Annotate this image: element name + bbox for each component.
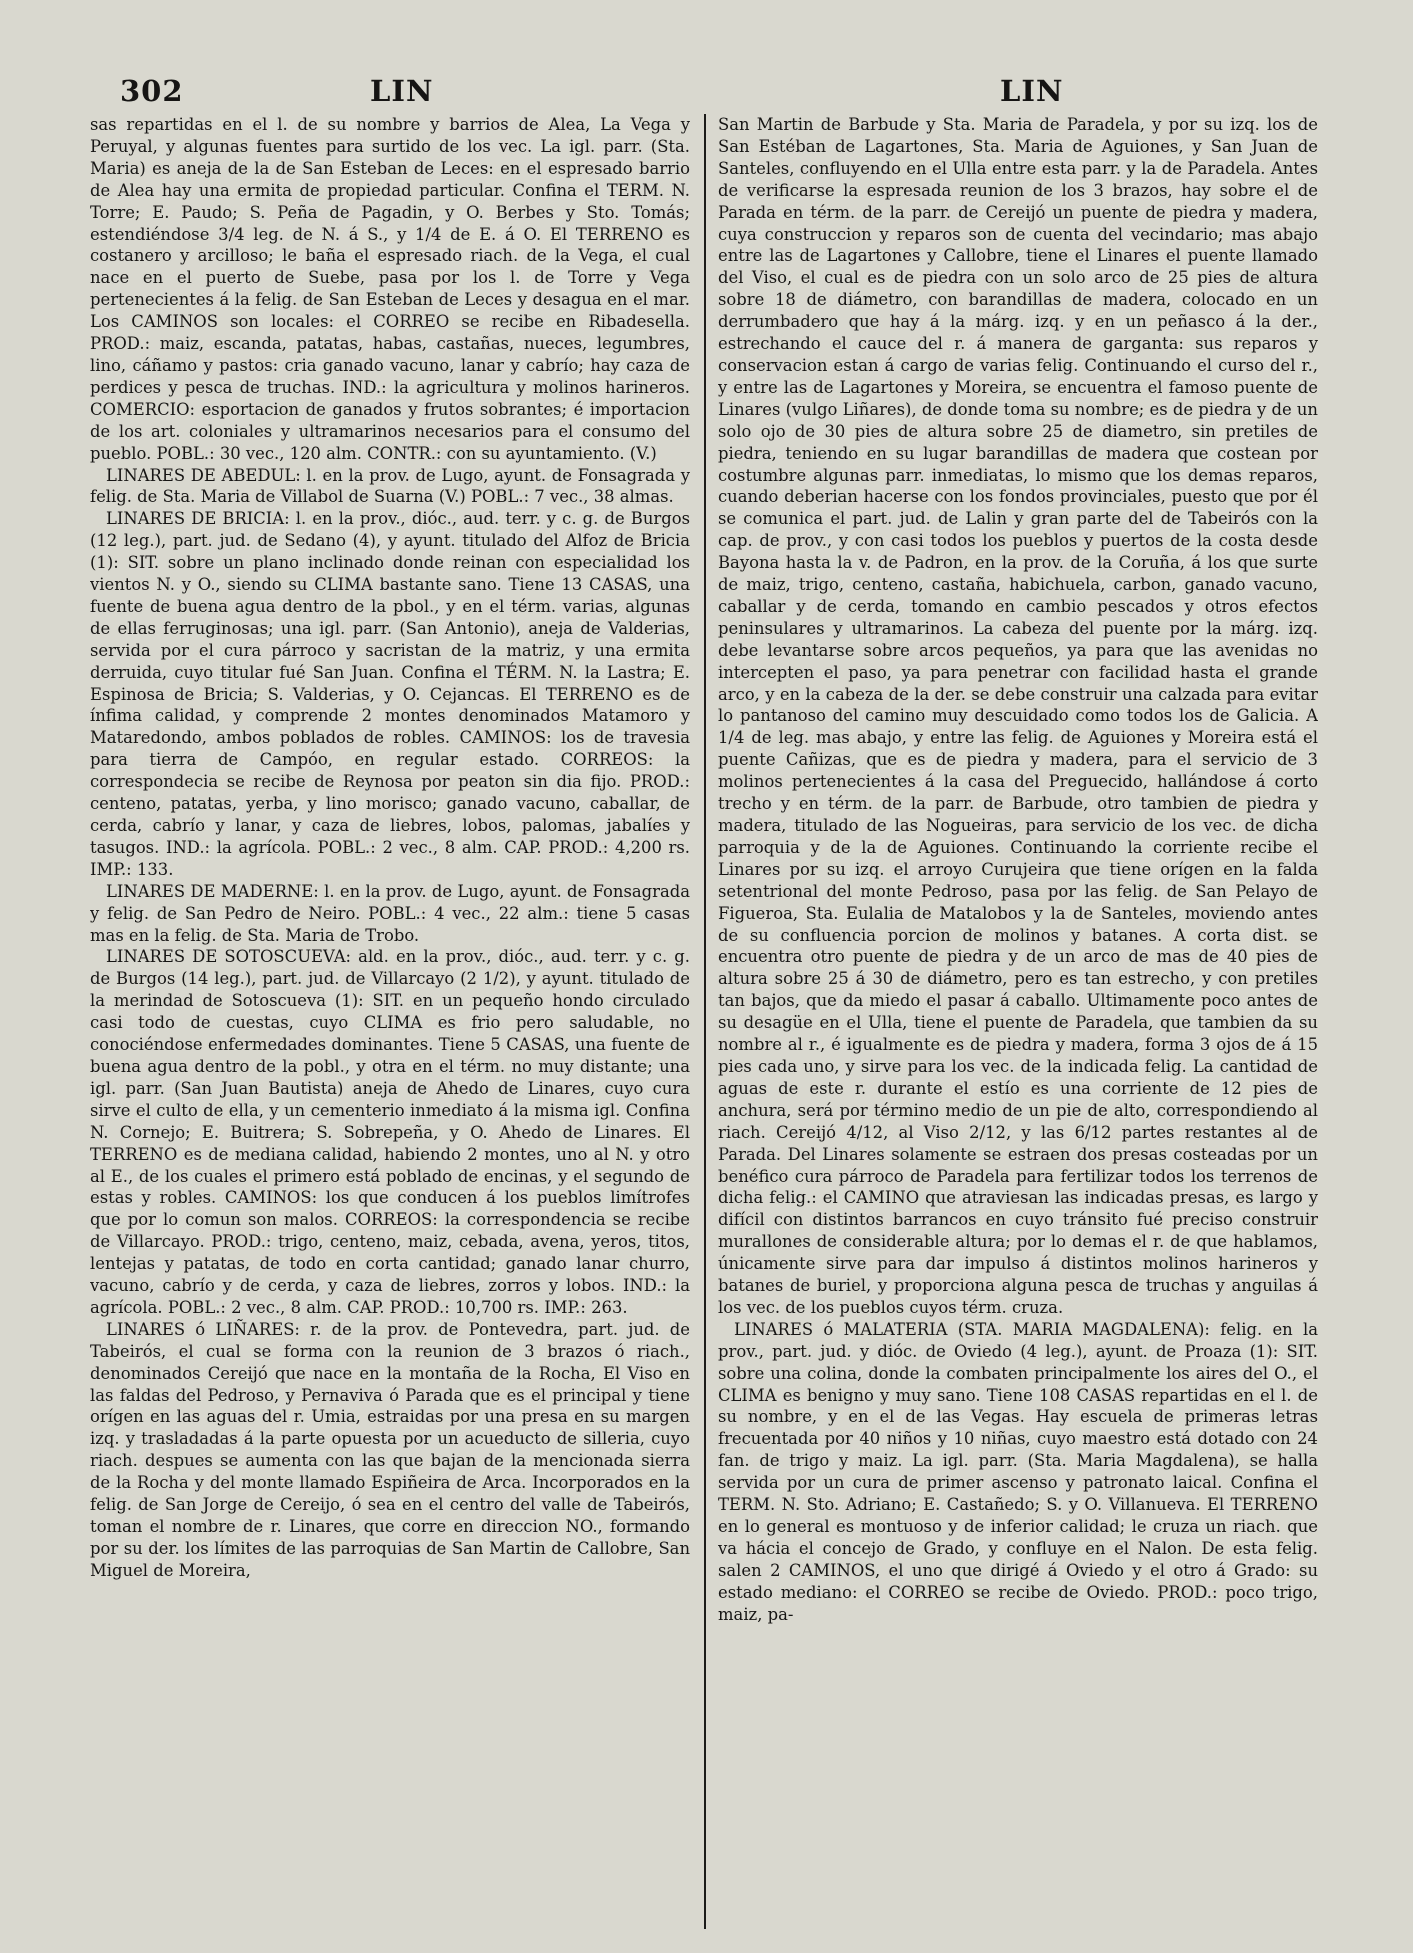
left-column bbox=[90, 114, 690, 1939]
running-head-left: LIN bbox=[370, 74, 434, 108]
entry-linares-de-bricia: LINARES DE BRICIA: l. en la prov., dióc., aud. terr. y c. g. de Burgos (12 leg.), part. jud. de Sedano (4), y ayunt. titulado del Alfoz de Bricia (1): SIT. sobre un plano inclinado donde reinan con especialidad los vientos N. y O., siendo su CLIMA bastante sano. Tiene 13 CASAS, una fuente de buena agua dentro de la pbol., y en el térm. varias, algunas de ellas ferruginosas; una igl. parr. (San Antonio), aneja de Valderias, servida por el cura párroco y sacristan de la matriz, y una ermita derruida, cuyo titular fué San Juan. Confina el TÉRM. N. la Lastra; E. Espinosa de Bricia; S. Valderias, y O. Cejancas. El TERRENO es de ínfima calidad, y comprende 2 montes denominados Matamoro y Mataredondo, ambos poblados de robles. CAMINOS: los de travesia para tierra de Campóo, en regular estado. CORREOS: la correspondecia se recibe de Reynosa por peaton sin dia fijo. PROD.: centeno, patatas, yerba, y lino morisco; ganado vacuno, caballar, de cerda, cabrío y lanar, y caza de liebres, lobos, palomas, jabalíes y tasugos. IND.: la agrícola. POBL.: 2 vec., 8 alm. CAP. PROD.: 4,200 rs. IMP.: 133. bbox=[90, 509, 690, 879]
entry-linares-de-abedul: LINARES DE ABEDUL: l. en la prov. de Lugo, ayunt. de Fonsagrada y felig. de Sta. Maria de Villabol de Suarna (V.) POBL.: 7 vec., 38 almas. bbox=[90, 465, 690, 507]
entry-linares-de-maderne: LINARES DE MADERNE: l. en la prov. de Lugo, ayunt. de Fonsagrada y felig. de San Pedro de Neiro. POBL.: 4 vec., 22 alm.: tiene 5 casas mas en la felig. de Sta. Maria de Trobo. bbox=[90, 881, 690, 945]
entry-linares-de-sotoscueva: LINARES DE SOTOSCUEVA: ald. en la prov., dióc., aud. terr. y c. g. de Burgos (14 leg.), part. jud. de Villarcayo (2 1/2), y ayunt. titulado de la merindad de Sotoscueva (1): SIT. en un pequeño hondo circulado casi todo de cuestas, cuyo CLIMA es frio pero saludable, no conociéndose enfermedades dominantes. Tiene 5 CASAS, una fuente de buena agua dentro de la pobl., y otra en el térm. no muy distante; una igl. parr. (San Juan Bautista) aneja de Ahedo de Linares, cuyo cura sirve el culto de ella, y un cementerio inmediato á la misma igl. Confina N. Cornejo; E. Buitrera; S. Sobrepeña, y O. Ahedo de Linares. El TERRENO es de mediana calidad, habiendo 2 montes, uno al N. y otro al E., de los cuales el primero está poblado de encinas, y el segundo de estas y robles. CAMINOS: los que conducen á los pueblos limítrofes que por lo comun son malos. CORREOS: la correspondencia se recibe de Villarcayo. PROD.: trigo, centeno, maiz, cebada, avena, yeros, titos, lentejas y patatas, de todo en corta cantidad; ganado lanar churro, vacuno, cabrío y de cerda, y caza de liebres, zorros y lobos. IND.: la agrícola. POBL.: 2 vec., 8 alm. CAP. PROD.: 10,700 rs. IMP.: 263. bbox=[90, 947, 690, 1317]
entry-linares-o-malateria: LINARES ó MALATERIA (STA. MARIA MAGDALENA): felig. en la prov., part. jud. y dióc. de Oviedo (4 leg.), ayunt. de Proaza (1): SIT. sobre una colina, donde la combaten principalmente los aires del O., el CLIMA es benigno y muy sano. Tiene 108 CASAS repartidas en el l. de su nombre, y en el de las Vegas. Hay escuela de primeras letras frecuentada por 40 niños y 10 niñas, cuyo maestro está dotado con 24 fan. de trigo y maiz. La igl. parr. (Sta. Maria Magdalena), se halla servida por un cura de primer ascenso y patronato laical. Confina el TERM. N. Sto. Adriano; E. Castañedo; S. y O. Villanueva. El TERRENO en lo general es montuoso y de inferior calidad; le cruza un riach. que va hácia el concejo de Grado, y confluye en el Nalon. De esta felig. salen 2 CAMINOS, el uno que dirigé á Oviedo y el otro á Grado: su estado mediano: el CORREO se recibe de Oviedo. PROD.: poco trigo, maiz, pa- bbox=[718, 1319, 1318, 1624]
right-column bbox=[718, 114, 1318, 1939]
entry-continuation: sas repartidas en el l. de su nombre y barrios de Alea, La Vega y Peruyal, y algunas fuentes para surtido de los vec. La igl. parr. (Sta. Maria) es aneja de la de San Esteban de Leces: en el espresado barrio de Alea hay una ermita de propiedad particular. Confina el TERM. N. Torre; E. Paudo; S. Peña de Pagadin, y O. Berbes y Sto. Tomás; estendiéndose 3/4 leg. de N. á S., y 1/4 de E. á O. El TERRENO es costanero y arcilloso; le baña el espresado riach. de la Vega, el cual nace en el puerto de Suebe, pasa por los l. de Torre y Vega pertenecientes á la felig. de San Esteban de Leces y desagua en el mar. Los CAMINOS son locales: el CORREO se recibe en Ribadesella. PROD.: maiz, escanda, patatas, habas, castañas, nueces, legumbres, lino, cáñamo y pastos: cria ganado vacuno, lanar y cabrío; hay caza de perdices y pesca de truchas. IND.: la agricultura y molinos harineros. COMERCIO: esportacion de ganados y frutos sobrantes; é importacion de los art. coloniales y ultramarinos necesarios para el consumo del pueblo. POBL.: 30 vec., 120 alm. CONTR.: con su ayuntamiento. (V.) bbox=[90, 115, 690, 463]
column-divider bbox=[704, 114, 706, 1929]
running-head-right: LIN bbox=[1000, 74, 1064, 108]
entry-linares-river-continuation: San Martin de Barbude y Sta. Maria de Paradela, y por su izq. los de San Estéban de Lagartones, Sta. Maria de Aguiones, y San Juan de Santeles, confluyendo en el Ulla entre esta parr. y la de Paradela. Antes de verificarse la espresada reunion de los 3 brazos, hay sobre el de Parada en térm. de la parr. de Cereijó un puente de piedra y madera, cuya construccion y reparos son de cuenta del vecindario; mas abajo entre las de Lagartones y Callobre, tiene el Linares el puente llamado del Viso, el cual es de piedra con un solo arco de 25 pies de altura sobre 18 de diámetro, con barandillas de madera, colocado en un derrumbadero que hay á la márg. izq. y en un peñasco á la der., estrechando el cauce del r. á manera de garganta: sus reparos y conservacion estan á cargo de varias felig. Continuando el curso del r., y entre las de Lagartones y Moreira, se encuentra el famoso puente de Linares (vulgo Liñares), de donde toma su nombre; es de piedra y de un solo ojo de 30 pies de altura sobre 25 de diametro, sin pretiles de piedra, teniendo en su lugar barandillas de madera que costean por costumbre algunas parr. inmediatas, lo mismo que los demas reparos, cuando deberian hacerse con los fondos provinciales, puesto que por él se comunica el part. jud. de Lalin y gran parte del de Tabeirós con la cap. de prov., y con casi todos los pueblos y puertos de la costa desde Bayona hasta la v. de Padron, en la prov. de la Coruña, á los que surte de maiz, trigo, centeno, castaña, habichuela, carbon, ganado vacuno, caballar y de cerda, tomando en cambio pescados y otros efectos peninsulares y ultramarinos. La cabeza del puente por la márg. izq. debe levantarse sobre arcos pequeños, ya para que las avenidas no intercepten el paso, ya para penetrar con facilidad hasta el grande arco, y en la cabeza de la der. se debe construir una calzada para evitar lo pantanoso del camino muy descuidado como todos los de Galicia. A 1/4 de leg. mas abajo, y entre las felig. de Aguiones y Moreira está el puente Cañizas, que es de piedra y madera, para el servicio de 3 molinos pertenecientes á la casa del Preguecido, hallándose á corto trecho y en térm. de la parr. de Barbude, otro tambien de piedra y madera, titulado de las Nogueiras, para servicio de los vec. de dicha parroquia y de la de Aguiones. Continuando la corriente recibe el Linares por su izq. el arroyo Curujeira que tiene orígen en la falda setentrional del monte Pedroso, pasa por las felig. de San Pelayo de Figueroa, Sta. Eulalia de Matalobos y la de Santeles, moviendo antes de su confluencia porcion de molinos y batanes. A corta dist. se encuentra otro puente de piedra y de un arco de mas de 40 pies de altura sobre 25 á 30 de diámetro, pero es tan estrecho, y con pretiles tan bajos, que da miedo el pasar á caballo. Ultimamente poco antes de su desagüe en el Ulla, tiene el puente de Paradela, que tambien da su nombre al r., é igualmente es de piedra y madera, forma 3 ojos de á 15 pies cada uno, y sirve para los vec. de la indicada felig. La cantidad de aguas de este r. durante el estío es una corriente de 12 pies de anchura, será por término medio de un pie de alto, correspondiendo al riach. Cereijó 4/12, al Viso 2/12, y las 6/12 partes restantes al de Parada. Del Linares solamente se estraen dos presas costeadas por un benéfico cura párroco de Paradela para fertilizar todos los terrenos de dicha felig.: el CAMINO que atraviesan las indicadas presas, es largo y difícil con distintos barrancos en cuyo tránsito fué preciso construir murallones de considerable altura; por lo demas el r. de que hablamos, únicamente sirve para dar impulso á distintos molinos harineros y batanes de buriel, y proporciona alguna pesca de truchas y anguilas á los vec. de los pueblos cuyos térm. cruza. bbox=[718, 115, 1318, 1317]
running-header bbox=[0, 74, 1413, 114]
page-number: 302 bbox=[120, 74, 184, 108]
entry-linares-o-linares: LINARES ó LIÑARES: r. de la prov. de Pontevedra, part. jud. de Tabeirós, el cual se forma con la reunion de 3 brazos ó riach., denominados Cereijó que nace en la montaña de la Rocha, El Viso en las faldas del Pedroso, y Pernaviva ó Parada que es el principal y tiene orígen en las aguas del r. Umia, estraidas por una presa en su margen izq. y trasladadas á la parte opuesta por un acueducto de silleria, cuyo riach. despues se aumenta con las que bajan de la mencionada sierra de la Rocha y del monte llamado Espiñeira de Arca. Incorporados en la felig. de San Jorge de Cereijo, ó sea en el centro del valle de Tabeirós, toman el nombre de r. Linares, que corre en direccion NO., formando por su der. los límites de las parroquias de San Martin de Callobre, San Miguel de Moreira, bbox=[90, 1319, 690, 1580]
